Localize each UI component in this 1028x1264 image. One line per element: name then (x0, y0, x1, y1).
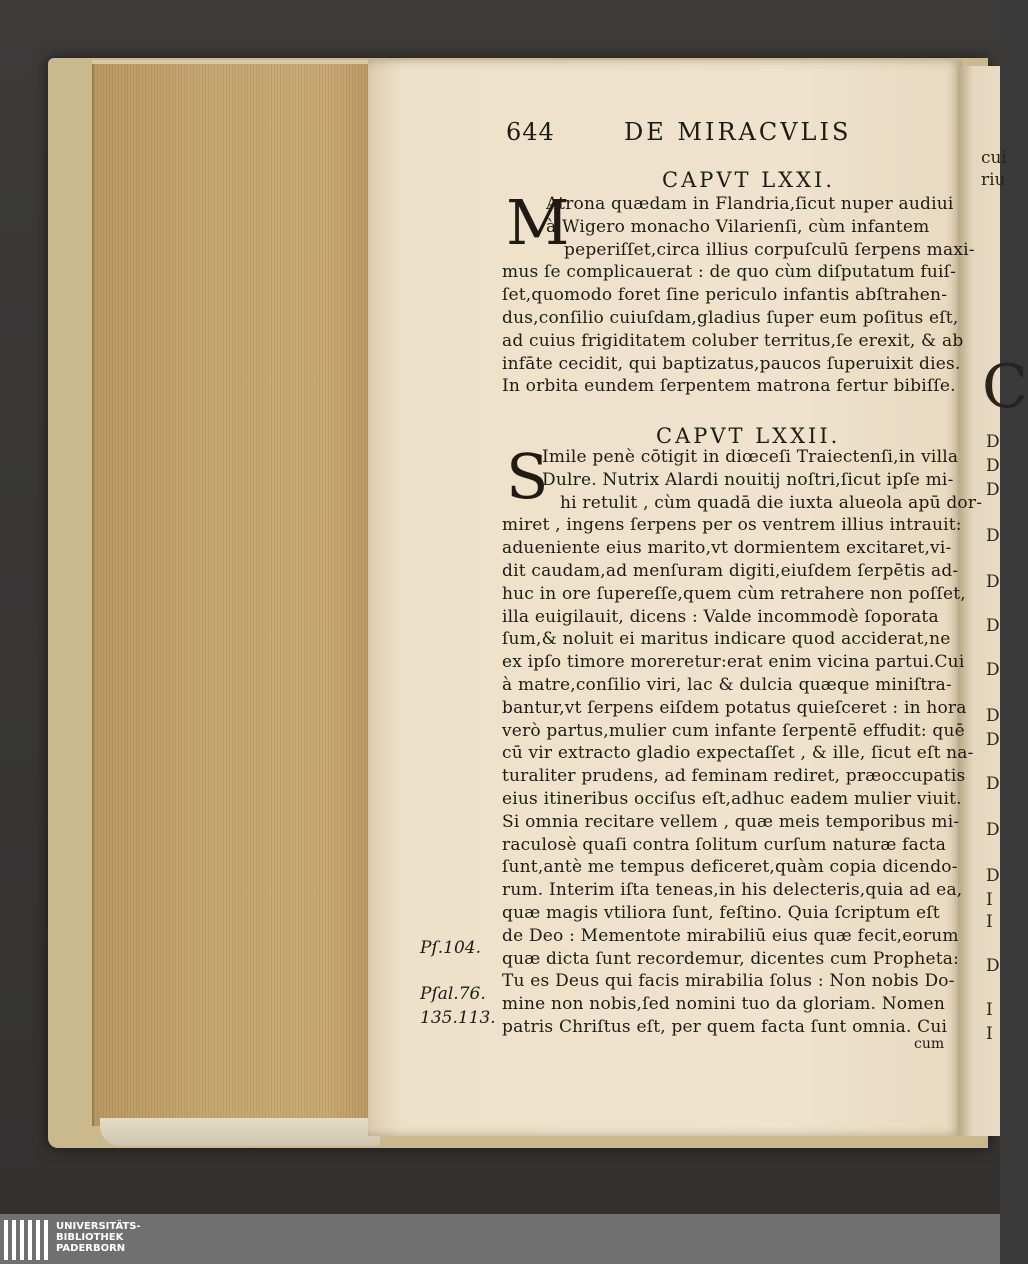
text-line: verò partus,mulier cum infante ſerpentē effudit: quē (502, 720, 965, 741)
facing-fragment: D (986, 660, 1000, 680)
text-line: miret , ingens ſerpens per os ventrem illius intrauit: (502, 515, 962, 536)
facing-fragment: D (986, 456, 1000, 476)
margin-note-ps104: Pſ.104. (420, 938, 481, 958)
text-line: patris Chriſtus eſt, per quem facta ſunt omnia. Cui (502, 1017, 948, 1037)
chapter-heading-lxxii: CAPVT LXXII. (656, 424, 841, 448)
text-line: infāte cecidit, qui baptizatus,paucos ſuperuixit dies. (502, 353, 961, 374)
text-line: bantur,vt ſerpens eiſdem potatus quieſceret : in hora (502, 697, 967, 718)
text-line: ſunt,antè me tempus deficeret,quàm copia dicendo- (502, 857, 958, 878)
facing-fragment: D (986, 572, 1000, 592)
facing-fragment: I (986, 890, 993, 910)
text-line: ſet,quomodo foret ſine periculo infantis abſtrahen- (502, 285, 948, 306)
facing-fragment: D (986, 526, 1000, 546)
text-line: de Deo : Mementote mirabiliū eius quæ fecit,eorum (502, 925, 959, 946)
text-line: adueniente eius marito,vt dormientem excitaret,vi- (502, 538, 952, 559)
text-line: Imile penè cōtigit in diœceſi Traiectenſi,in villa (542, 447, 959, 467)
dropcap-m: M (506, 186, 570, 259)
text-line: illa euigilauit, dicens : Valde incommodè ſoporata (502, 606, 939, 627)
margin-note-psal76: Pſal.76. (420, 984, 486, 1004)
facing-fragment: I (986, 912, 993, 932)
text-line: à matre,conſilio viri, lac & dulcia quæque miniſtra- (502, 675, 952, 695)
running-head (506, 118, 856, 146)
library-name (56, 1221, 141, 1254)
text-line: Dulre. Nutrix Alardi nouitij noſtri,ſicut ipſe mi- (542, 469, 954, 490)
text-line: Atrona quædam in Flandria,ſicut nuper audiui (546, 194, 954, 214)
text-line: eius itineribus occiſus eſt,adhuc eadem mulier viuit. (502, 789, 962, 809)
text-line: cū vir extracto gladio expectaſſet , & ille, ſicut eſt na- (502, 743, 974, 764)
text-line: dus,conſilio cuiuſdam,gladius ſuper eum poſitus eſt, (502, 308, 959, 328)
text-line: ad cuius frigiditatem coluber territus,ſe erexit, & ab (502, 330, 964, 351)
facing-fragment: I (986, 1024, 993, 1044)
text-line: Tu es Deus qui facis mirabilia ſolus : Non nobis Do- (502, 971, 955, 992)
facing-fragment: D (986, 774, 1000, 794)
text-line: peperiſſet,circa illius corpuſculū ſerpens maxi- (564, 239, 975, 260)
page-block-bottom (100, 1118, 380, 1146)
text-line: quæ dicta ſunt recordemur, dicentes cum Propheta: (502, 948, 960, 969)
facing-fragment: D (986, 820, 1000, 840)
text-line: raculosè quaſi contra ſolitum curſum naturæ facta (502, 834, 947, 855)
text-line: rum. Interim iſta teneas,in his delecteris,quia ad ea, (502, 880, 963, 901)
dropcap-s: S (506, 440, 549, 513)
running-head-title: DE MIRACVLIS (624, 118, 852, 146)
margin-note-135-113: 135.113. (420, 1008, 496, 1028)
text-line: à Wigero monacho Vilarienſi, cùm infantem (546, 216, 930, 237)
chapter-heading-lxxi: CAPVT LXXI. (662, 168, 836, 192)
facing-fragment: cui (981, 148, 1007, 168)
library-name-line: BIBLIOTHEK (56, 1232, 124, 1243)
footer-bar (0, 1214, 1000, 1264)
text-line: mus ſe complicauerat : de quo cùm diſputatum fuiſ- (502, 262, 957, 283)
facing-fragment: D (986, 730, 1000, 750)
text-line: mine non nobis,ſed nomini tuo da gloriam. Nomen (502, 994, 945, 1015)
facing-fragment: D (986, 480, 1000, 500)
library-logo-icon (4, 1220, 48, 1260)
facing-fragment: D (986, 706, 1000, 726)
library-name-line: UNIVERSITÄTS- (56, 1221, 141, 1232)
text-line: dit caudam,ad menſuram digiti,eiuſdem ſerpētis ad- (502, 561, 959, 581)
facing-fragment: D (986, 616, 1000, 636)
text-line: quæ magis vtiliora ſunt, feſtino. Quia ſcriptum eſt (502, 903, 940, 923)
facing-initial: C (982, 352, 1028, 422)
text-line: ſum,& noluit ei maritus indicare quod acciderat,ne (502, 629, 951, 650)
facing-fragment: D (986, 866, 1000, 886)
catchword: cum (914, 1036, 945, 1052)
text-line: Si omnia recitare vellem , quæ meis temporibus mi- (502, 811, 960, 832)
facing-fragment: D (986, 956, 1000, 976)
facing-fragment: D (986, 432, 1000, 452)
text-line: hi retulit , cùm quadā die iuxta alueola apū dor- (560, 492, 983, 513)
text-line: turaliter prudens, ad feminam rediret, præoccupatis (502, 766, 966, 787)
text-line: In orbita eundem ſerpentem matrona fertur bibiſſe. (502, 376, 956, 397)
page-number: 644 (506, 118, 555, 146)
facing-fragment: I (986, 1000, 993, 1020)
facing-fragment: riu (981, 170, 1006, 190)
text-line: ex ipſo timore moreretur:erat enim vicina partui.Cui (502, 652, 965, 673)
library-name-line: PADERBORN (56, 1243, 126, 1254)
text-line: huc in ore ſupereſſe,quem cùm retrahere non poſſet, (502, 583, 966, 604)
page-block-edges (92, 64, 382, 1126)
